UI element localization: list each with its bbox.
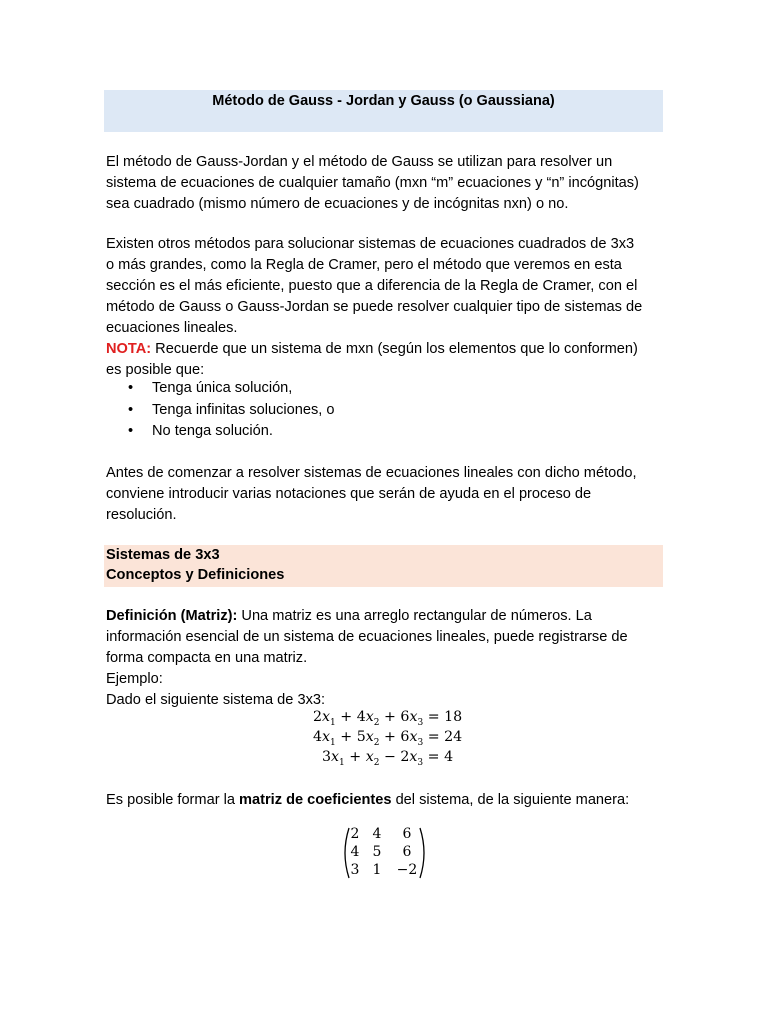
methods-paragraph xyxy=(106,234,666,381)
list-item xyxy=(128,378,628,400)
equation-2: $4x_1 + 5x_2 + 6x_3 = 24$ xyxy=(313,729,463,748)
before-line: Antes de comenzar a resolver sistemas de ecuaciones lineales con dicho método, xyxy=(106,465,637,481)
bullet-list xyxy=(128,378,628,443)
example-label: Ejemplo: xyxy=(106,671,163,687)
given-system-label: Dado el siguiente sistema de 3x3: xyxy=(106,692,326,708)
bullet-text: Tenga infinitas soluciones, o xyxy=(152,401,335,418)
coefficient-matrix xyxy=(340,826,430,878)
matrix-cell: 2 xyxy=(350,826,360,842)
bullet-icon: • xyxy=(128,423,134,439)
definition-label: Definición (Matriz): xyxy=(106,608,238,624)
matrix-cell: 6 xyxy=(402,826,412,842)
coefficient-matrix-term: matriz de coeficientes xyxy=(239,792,392,808)
nota-line-2: es posible que: xyxy=(106,362,205,378)
coefficient-sentence: Es posible formar la matriz de coeficientes del sistema, de la siguiente manera: xyxy=(106,792,630,808)
intro-paragraph xyxy=(106,152,666,215)
bullet-text: Tenga única solución, xyxy=(152,380,293,396)
definition-text: Una matriz es una arreglo rectangular de números. La xyxy=(237,608,592,624)
matrix-cell: 1 xyxy=(372,862,382,878)
equation-3: $3x_1 + x_2 - 2x_3 = 4$ xyxy=(322,749,454,768)
bullet-icon: • xyxy=(128,380,134,396)
bullet-text: No tenga solución. xyxy=(152,423,273,439)
matrix-cell: 4 xyxy=(350,844,360,860)
nota-label: NOTA: xyxy=(106,341,152,357)
definition-line-3: forma compacta en una matriz. xyxy=(106,650,308,666)
before-paragraph xyxy=(106,463,666,526)
matrix-cell: 4 xyxy=(372,826,382,842)
methods-line: método de Gauss o Gauss-Jordan se puede resolver cualquier tipo de sistemas de xyxy=(106,299,643,315)
section-banner xyxy=(104,545,663,587)
equation-1: $2x_1 + 4x_2 + 6x_3 = 18$ xyxy=(313,709,463,728)
intro-line: sea cuadrado (mismo número de ecuaciones y de incógnitas nxn) o no. xyxy=(106,196,569,212)
title-banner xyxy=(104,90,663,132)
intro-line: El método de Gauss-Jordan y el método de Gauss se utilizan para resolver un xyxy=(106,154,613,170)
methods-line: Existen otros métodos para solucionar sistemas de ecuaciones cuadrados de 3x3 xyxy=(106,236,635,252)
matrix-cell: 5 xyxy=(372,844,382,860)
bullet-icon: • xyxy=(128,401,134,418)
nota-text: Recuerde que un sistema de mxn (según los elementos que lo conformen) xyxy=(151,341,638,357)
intro-line: sistema de ecuaciones de cualquier tamaño (mxn “m” ecuaciones y “n” incógnitas) xyxy=(106,175,639,191)
definition-paragraph xyxy=(106,606,666,711)
nota-line xyxy=(106,339,666,360)
methods-line: o más grandes, como la Regla de Cramer, pero el método que veremos en esta xyxy=(106,257,622,273)
definition-line xyxy=(106,606,666,627)
before-line: conviene introducir varias notaciones que serán de ayuda en el proceso de xyxy=(106,486,592,502)
before-line: resolución. xyxy=(106,507,177,523)
matrix-cell: 3 xyxy=(350,862,360,878)
page-title: Método de Gauss - Jordan y Gauss (o Gaussiana) xyxy=(212,93,555,109)
section-heading: Sistemas de 3x3 xyxy=(106,547,220,563)
section-subheading: Conceptos y Definiciones xyxy=(106,567,285,583)
list-item xyxy=(128,400,628,422)
matrix-cell: −2 xyxy=(396,862,418,878)
methods-line: ecuaciones lineales. xyxy=(106,320,238,336)
definition-line-2: información esencial de un sistema de ecuaciones lineales, puede registrarse de xyxy=(106,629,628,645)
methods-line: sección es el más eficiente, puesto que a diferencia de la Regla de Cramer, con el xyxy=(106,278,638,294)
matrix-cell: 6 xyxy=(402,844,412,860)
list-item xyxy=(128,421,628,443)
